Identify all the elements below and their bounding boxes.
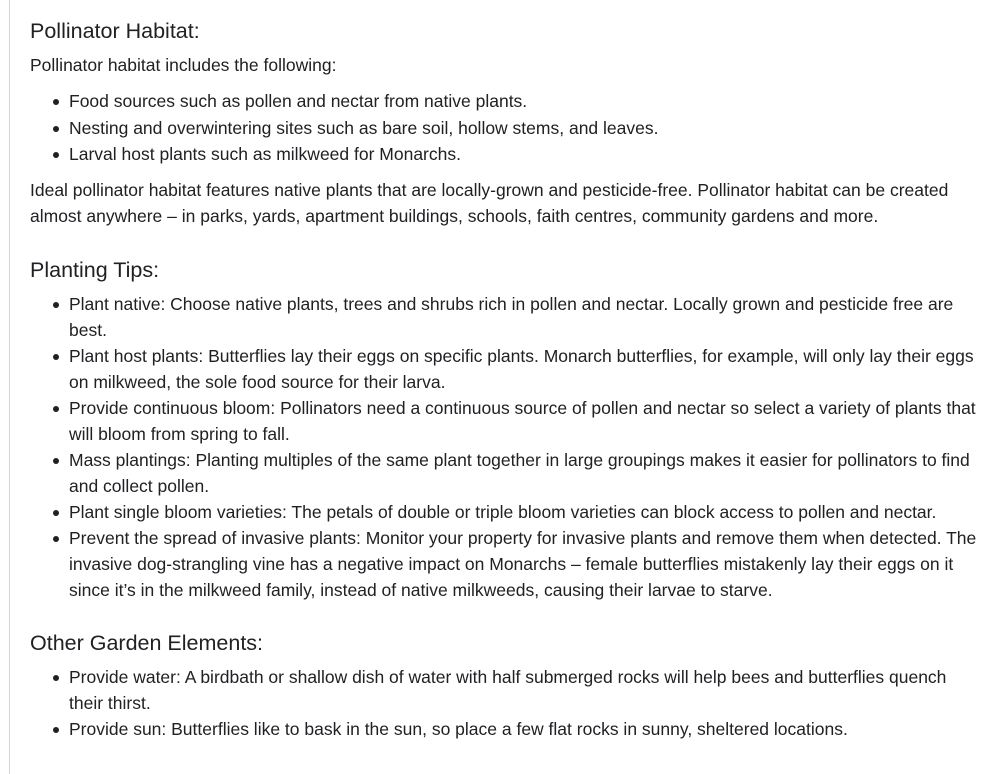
- list-item-text: Larval host plants such as milkweed for Monarchs.: [69, 144, 461, 164]
- section-paragraph: Ideal pollinator habitat features native plants that are locally-grown and pesticide-free. Pollinator habitat can be created almost anywhere – in parks, yards, apartment buildings, schools, faith centres, community gardens and more.: [30, 179, 949, 226]
- bullet-icon: [53, 99, 59, 105]
- section-other-garden-elements: [30, 629, 985, 742]
- bullet-icon: [53, 354, 59, 360]
- bullet-icon: [53, 152, 59, 158]
- article-content: [30, 17, 985, 742]
- planting-tips-list: [30, 291, 985, 603]
- list-item-text: Mass plantings: Planting multiples of the same plant together in large groupings makes it easier for pollinators to find and collect pollen.: [69, 449, 970, 496]
- list-item: [69, 343, 985, 395]
- list-item-text: Nesting and overwintering sites such as bare soil, hollow stems, and leaves.: [69, 117, 659, 138]
- list-item: [69, 525, 985, 603]
- list-item: [69, 141, 985, 168]
- left-divider: [9, 0, 10, 774]
- bullet-icon: [53, 406, 59, 412]
- section-heading: Planting Tips:: [30, 257, 160, 282]
- list-item: [69, 88, 985, 115]
- list-item-text: Plant single bloom varieties: The petals of double or triple bloom varieties can block access to pollen and nectar.: [69, 501, 937, 522]
- bullet-icon: [53, 675, 59, 681]
- bullet-icon: [53, 458, 59, 464]
- bullet-icon: [53, 302, 59, 308]
- bullet-icon: [53, 536, 59, 542]
- list-item-text: Provide water: A birdbath or shallow dish of water with half submerged rocks will help bees and butterflies quench their thirst.: [69, 666, 947, 713]
- habitat-list: [30, 88, 985, 168]
- garden-elements-list: [30, 664, 985, 742]
- list-item-text: Plant host plants: Butterflies lay their eggs on specific plants. Monarch butterflies, for example, will only lay their eggs on milkweed, the sole food source for their larva.: [69, 345, 974, 392]
- list-item-text: Prevent the spread of invasive plants: Monitor your property for invasive plants and remove them when detected. The invasive dog-strangling vine has a negative impact on Monarchs – female butterflies mistakenly lay their eggs on it since it’s in the milkweed family, instead of native milkweeds, causing their larvae to starve.: [69, 527, 977, 600]
- list-item: [69, 716, 985, 742]
- list-item-text: Provide continuous bloom: Pollinators need a continuous source of pollen and nectar so select a variety of plants that will bloom from spring to fall.: [69, 397, 976, 444]
- section-intro: Pollinator habitat includes the following:: [30, 55, 337, 75]
- list-item: [69, 447, 985, 499]
- section-heading: Pollinator Habitat:: [30, 19, 200, 43]
- section-heading: Other Garden Elements:: [30, 630, 264, 655]
- list-item: [69, 115, 985, 142]
- list-item: [69, 291, 985, 343]
- list-item-text: Plant native: Choose native plants, trees and shrubs rich in pollen and nectar. Locally grown and pesticide free are best.: [69, 293, 954, 340]
- bullet-icon: [53, 510, 59, 516]
- bullet-icon: [53, 126, 59, 132]
- list-item: [69, 395, 985, 447]
- bullet-icon: [53, 727, 59, 733]
- list-item-text: Food sources such as pollen and nectar from native plants.: [69, 91, 528, 111]
- list-item-text: Provide sun: Butterflies like to bask in the sun, so place a few flat rocks in sunny, sheltered locations.: [69, 718, 848, 739]
- section-pollinator-habitat: [30, 17, 985, 229]
- list-item: [69, 664, 985, 716]
- list-item: [69, 499, 985, 525]
- section-planting-tips: [30, 256, 985, 603]
